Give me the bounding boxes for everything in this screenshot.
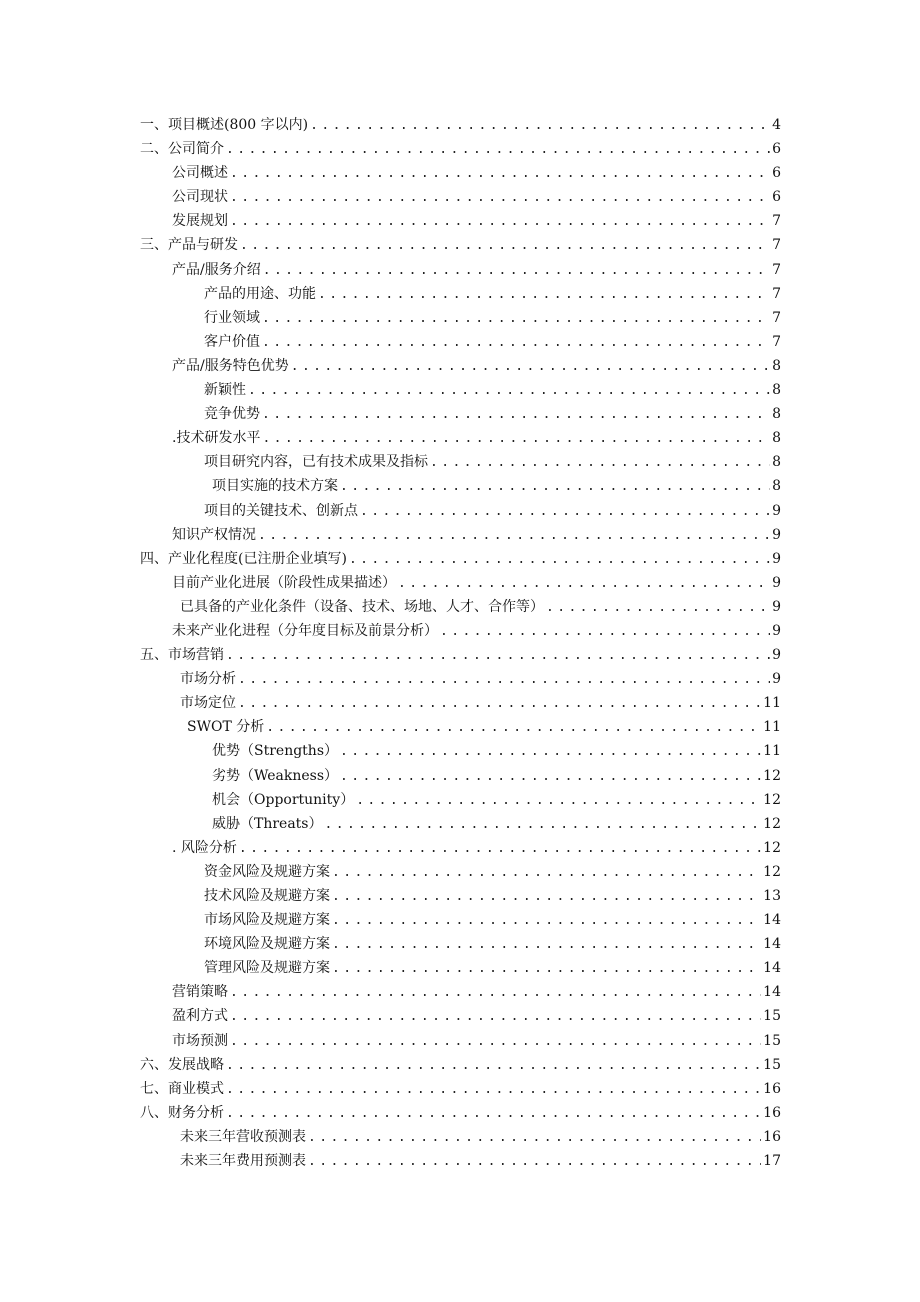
toc-entry-page-number: 13	[763, 888, 781, 904]
toc-entry[interactable]	[140, 956, 781, 980]
toc-entry-page-number: 9	[772, 502, 781, 519]
toc-entry-title: 管理风险及规避方案	[204, 960, 330, 977]
dot-leader	[262, 403, 770, 427]
toc-entry[interactable]	[140, 980, 781, 1004]
toc-entry-page-number: 9	[772, 574, 781, 591]
dot-leader	[230, 1005, 761, 1029]
dot-leader	[239, 837, 761, 861]
toc-entry-title: 未来三年营收预测表	[180, 1128, 306, 1145]
dot-leader	[262, 331, 770, 355]
toc-entry[interactable]	[140, 185, 781, 209]
toc-entry-title: .技术研发水平	[172, 430, 261, 447]
toc-entry-page-number: 12	[763, 863, 781, 880]
dot-leader	[258, 524, 770, 548]
toc-entry-page-number: 8	[772, 430, 781, 447]
toc-entry-title: 三、产品与研发	[140, 237, 238, 254]
toc-entry-title: 机会（Opportunity）	[212, 791, 355, 808]
dot-leader	[230, 162, 770, 186]
toc-entry[interactable]	[140, 523, 781, 547]
toc-entry-title: . 风险分析	[172, 839, 237, 856]
dot-leader	[230, 981, 761, 1005]
toc-entry-page-number: 8	[772, 382, 781, 399]
toc-entry-title: 未来产业化进程（分年度目标及前景分析）	[172, 622, 438, 639]
toc-entry[interactable]	[140, 402, 781, 426]
toc-entry-page-number: 7	[772, 237, 781, 254]
dot-leader	[349, 548, 770, 572]
dot-leader	[332, 909, 761, 933]
toc-entry-title: 六、发展战略	[140, 1056, 224, 1073]
toc-entry-title: 资金风险及规避方案	[204, 863, 330, 880]
toc-entry[interactable]	[140, 161, 781, 185]
dot-leader	[240, 234, 770, 258]
toc-entry-page-number: 16	[763, 1080, 781, 1097]
toc-entry-title: 技术风险及规避方案	[204, 888, 330, 904]
toc-entry[interactable]	[140, 233, 781, 257]
dot-leader	[226, 138, 770, 162]
toc-entry[interactable]	[140, 378, 781, 402]
toc-entry-title: 发展规划	[172, 213, 228, 230]
toc-entry[interactable]	[140, 354, 781, 378]
toc-entry[interactable]	[140, 908, 781, 932]
toc-entry-page-number: 7	[772, 213, 781, 230]
dot-leader	[340, 475, 770, 499]
toc-entry-title: 产品/服务特色优势	[172, 357, 289, 374]
toc-entry[interactable]	[140, 426, 781, 450]
dot-leader	[248, 379, 770, 403]
toc-entry-page-number: 17	[763, 1153, 781, 1170]
toc-entry-title: 市场风险及规避方案	[204, 912, 330, 929]
toc-entry-page-number: 11	[763, 695, 781, 712]
toc-entry-page-number: 15	[763, 1056, 781, 1073]
toc-entry[interactable]	[140, 619, 781, 643]
toc-entry-title: 市场预测	[172, 1032, 228, 1049]
dot-leader	[430, 451, 770, 475]
toc-entry-page-number: 16	[763, 1128, 781, 1145]
toc-entry-title: 项目的关键技术、创新点	[204, 502, 358, 519]
dot-leader	[238, 692, 761, 716]
toc-entry-page-number: 14	[763, 936, 781, 953]
toc-entry-title: 营销策略	[172, 984, 228, 1001]
toc-entry-title: 盈利方式	[172, 1008, 228, 1025]
dot-leader	[398, 572, 770, 596]
toc-entry-page-number: 16	[763, 1104, 781, 1121]
dot-leader	[266, 716, 761, 740]
toc-entry-page-number: 12	[763, 791, 781, 808]
toc-entry-page-number: 12	[763, 839, 781, 856]
toc-entry-title: 优势（Strengths）	[212, 743, 338, 760]
toc-entry-page-number: 11	[763, 743, 781, 760]
toc-entry-page-number: 7	[772, 261, 781, 278]
toc-entry-page-number: 15	[763, 1008, 781, 1025]
toc-entry-title: SWOT 分析	[187, 719, 265, 736]
toc-entry-page-number: 12	[763, 767, 781, 784]
toc-entry[interactable]	[140, 1149, 781, 1173]
toc-entry[interactable]	[140, 595, 781, 619]
dot-leader	[291, 355, 770, 379]
dot-leader	[230, 1030, 761, 1054]
toc-entry[interactable]	[140, 667, 781, 691]
toc-entry[interactable]	[140, 932, 781, 956]
toc-entry-title: 环境风险及规避方案	[204, 936, 330, 953]
toc-entry[interactable]	[140, 1101, 781, 1125]
toc-entry-title: 目前产业化进展（阶段性成果描述）	[172, 574, 396, 591]
toc-entry-page-number: 6	[772, 189, 781, 206]
toc-entry-title: 行业领域	[204, 309, 260, 326]
dot-leader	[546, 596, 770, 620]
toc-entry[interactable]	[140, 1125, 781, 1149]
toc-entry-title: 威胁（Threats）	[212, 815, 323, 832]
toc-entry-title: 竞争优势	[204, 406, 260, 423]
dot-leader	[325, 813, 762, 837]
dot-leader	[262, 427, 770, 451]
toc-entry-title: 一、项目概述(800 字以内)	[140, 117, 309, 133]
toc-entry-page-number: 8	[772, 406, 781, 423]
toc-entry-page-number: 4	[772, 117, 781, 133]
toc-entry[interactable]	[140, 1053, 781, 1077]
toc-entry-title: 公司概述	[172, 165, 228, 182]
toc-entry-title: 项目实施的技术方案	[212, 478, 338, 495]
dot-leader	[263, 259, 770, 283]
dot-leader	[356, 789, 761, 813]
toc-entry[interactable]	[140, 330, 781, 354]
toc-entry-page-number: 11	[763, 719, 781, 736]
toc-entry[interactable]	[140, 739, 781, 763]
toc-entry-page-number: 9	[772, 550, 781, 567]
toc-entry-page-number: 14	[763, 984, 781, 1001]
toc-entry-page-number: 9	[772, 671, 781, 688]
toc-entry[interactable]	[140, 691, 781, 715]
toc-entry-title: 公司现状	[172, 189, 228, 206]
toc-entry-page-number: 8	[772, 357, 781, 374]
toc-entry-page-number: 15	[763, 1032, 781, 1049]
toc-entry[interactable]	[140, 282, 781, 306]
toc-entry[interactable]	[140, 499, 781, 523]
toc-entry[interactable]	[140, 1077, 781, 1101]
toc-entry-title: 四、产业化程度(已注册企业填写)	[140, 550, 347, 567]
toc-entry-page-number: 9	[772, 598, 781, 615]
toc-entry[interactable]	[140, 884, 781, 908]
toc-entry[interactable]	[140, 571, 781, 595]
dot-leader	[238, 668, 770, 692]
dot-leader	[332, 957, 761, 981]
toc-entry-title: 客户价值	[204, 333, 260, 350]
toc-entry-title: 二、公司简介	[140, 141, 224, 158]
dot-leader	[226, 644, 770, 668]
toc-entry-page-number: 14	[763, 960, 781, 977]
toc-entry[interactable]	[140, 812, 781, 836]
toc-entry-title: 已具备的产业化条件（设备、技术、场地、人才、合作等）	[180, 598, 544, 615]
dot-leader	[226, 1078, 761, 1102]
toc-entry-title: 项目研究内容，已有技术成果及指标	[204, 454, 428, 471]
dot-leader	[332, 861, 761, 885]
toc-entry-title: 劣势（Weakness）	[212, 767, 339, 784]
toc-entry-page-number: 9	[772, 526, 781, 543]
dot-leader	[310, 114, 770, 138]
dot-leader	[440, 620, 770, 644]
toc-entry-title: 产品的用途、功能	[204, 285, 316, 302]
toc-entry-title: 市场定位	[180, 695, 236, 712]
toc-entry[interactable]	[140, 788, 781, 812]
toc-entry[interactable]	[140, 209, 781, 233]
toc-entry[interactable]	[140, 764, 781, 788]
toc-entry-title: 五、市场营销	[140, 647, 224, 664]
toc-entry[interactable]	[140, 860, 781, 884]
dot-leader	[262, 307, 770, 331]
dot-leader	[332, 885, 761, 909]
toc-entry[interactable]	[140, 306, 781, 330]
dot-leader	[340, 765, 761, 789]
toc-entry-page-number: 7	[772, 333, 781, 350]
toc-entry[interactable]	[140, 836, 781, 860]
toc-entry-title: 未来三年费用预测表	[180, 1153, 306, 1170]
toc-entry-title: 产品/服务介绍	[172, 261, 261, 278]
dot-leader	[230, 210, 770, 234]
toc-entry-page-number: 7	[772, 309, 781, 326]
dot-leader	[318, 283, 770, 307]
toc-entry[interactable]	[140, 547, 781, 571]
dot-leader	[230, 186, 770, 210]
toc-entry-title: 七、商业模式	[140, 1080, 224, 1097]
toc-entry[interactable]	[140, 450, 781, 474]
toc-entry-page-number: 9	[772, 647, 781, 664]
dot-leader	[360, 500, 770, 524]
toc-entry[interactable]	[140, 137, 781, 161]
toc-entry-title: 新颖性	[204, 382, 246, 399]
toc-entry-page-number: 8	[772, 454, 781, 471]
toc-entry-title: 八、财务分析	[140, 1104, 224, 1121]
dot-leader	[308, 1126, 761, 1150]
toc-entry-page-number: 14	[763, 912, 781, 929]
toc-entry-title: 知识产权情况	[172, 526, 256, 543]
toc-entry[interactable]	[140, 1029, 781, 1053]
dot-leader	[226, 1102, 761, 1126]
dot-leader	[340, 740, 761, 764]
toc-entry-page-number: 9	[772, 622, 781, 639]
toc-entry-page-number: 7	[772, 285, 781, 302]
toc-entry[interactable]	[140, 643, 781, 667]
toc-entry-title: 市场分析	[180, 671, 236, 688]
toc-entry[interactable]	[140, 1004, 781, 1028]
toc-entry-page-number: 6	[772, 141, 781, 158]
toc-entry[interactable]	[140, 258, 781, 282]
toc-entry[interactable]	[140, 474, 781, 498]
toc-entry-page-number: 12	[763, 815, 781, 832]
toc-entry[interactable]	[140, 113, 781, 137]
toc-entry-page-number: 6	[772, 165, 781, 182]
dot-leader	[332, 933, 761, 957]
toc-entry[interactable]	[140, 715, 781, 739]
dot-leader	[308, 1150, 761, 1174]
table-of-contents	[140, 113, 781, 1173]
toc-entry-page-number: 8	[772, 478, 781, 495]
dot-leader	[226, 1054, 761, 1078]
